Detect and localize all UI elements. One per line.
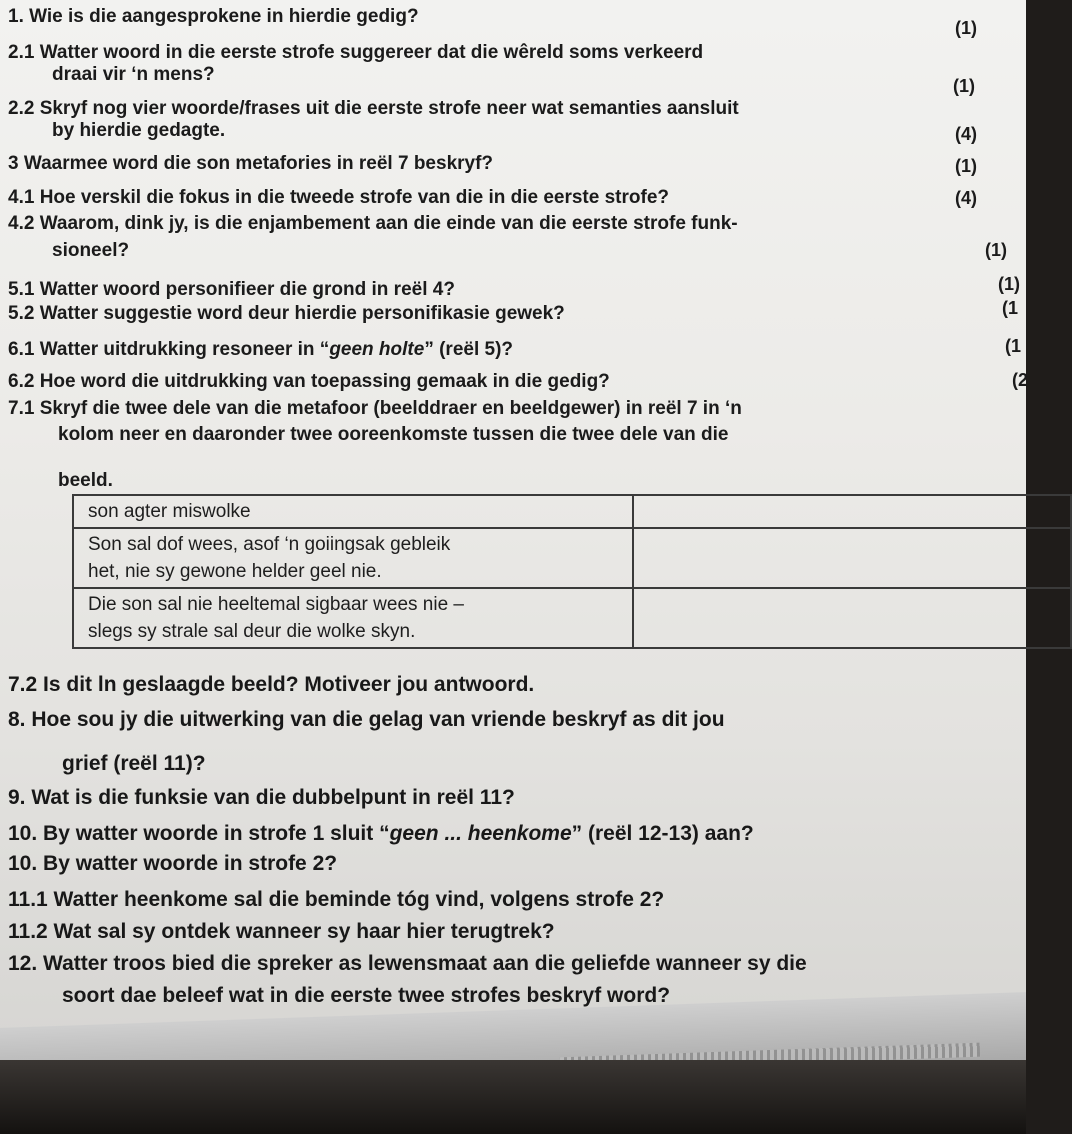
- background-surface: [0, 1060, 1026, 1134]
- question-6-1-quote: geen holte: [329, 339, 425, 360]
- mark-q4-2: (1): [985, 240, 1007, 260]
- mark-q2-1: (1): [953, 76, 975, 96]
- question-5-1: 5.1 Watter woord personifieer die grond in reël 4?: [8, 279, 455, 300]
- question-4-2-line2: sioneel?: [52, 240, 130, 261]
- question-10-pre: 10. By watter woorde in strofe 1 sluit “: [8, 822, 390, 845]
- table-cell: [73, 495, 633, 528]
- mark-q4-1: (4): [955, 188, 977, 208]
- question-12-line2: soort dae beleef wat in die eerste twee strofes beskryf word?: [62, 984, 671, 1007]
- table-cell-line: slegs sy strale sal deur die wolke skyn.: [88, 621, 416, 642]
- table-cell-line: Son sal dof wees, asof ‘n goiingsak gebleik: [88, 534, 451, 555]
- question-8-line1: 8. Hoe sou jy die uitwerking van die gelag van vriende beskryf as dit jou: [8, 708, 725, 731]
- question-10-post: ” (reël 12-13) aan?: [571, 822, 754, 845]
- table-row: [73, 588, 1071, 648]
- question-5-2: 5.2 Watter suggestie word deur hierdie personifikasie gewek?: [8, 303, 565, 324]
- table-cell-line: Die son sal nie heeltemal sigbaar wees nie –: [88, 594, 464, 615]
- question-9: 9. Wat is die funksie van die dubbelpunt in reël 11?: [8, 786, 515, 809]
- table-cell: [73, 588, 633, 648]
- table-cell-empty: [633, 528, 1071, 588]
- question-7-1-line3: beeld.: [58, 470, 113, 491]
- question-12-line1: 12. Watter troos bied die spreker as lewensmaat aan die geliefde wanneer sy die: [8, 952, 807, 975]
- table-cell-line: het, nie sy gewone helder geel nie.: [88, 561, 382, 582]
- mark-q6-2: (2: [1012, 370, 1029, 390]
- question-2-2-line2: by hierdie gedagte.: [52, 120, 226, 141]
- mark-q6-1: (1: [1005, 336, 1022, 356]
- question-11-2: 11.2 Wat sal sy ontdek wanneer sy haar hier terugtrek?: [8, 920, 555, 943]
- table-row: [73, 495, 1071, 528]
- question-6-1-post: ” (reël 5)?: [424, 339, 514, 360]
- mark-q5-2: (1: [1002, 298, 1019, 318]
- mark-q1: (1): [955, 18, 977, 38]
- table-cell-empty: [633, 495, 1071, 528]
- question-6-2: 6.2 Hoe word die uitdrukking van toepassing gemaak in die gedig?: [8, 371, 610, 392]
- question-10-line2: 10. By watter woorde in strofe 2?: [8, 852, 338, 875]
- question-2-1-line1: 2.1 Watter woord in die eerste strofe suggereer dat die wêreld soms verkeerd: [8, 42, 704, 63]
- table-cell-line: son agter miswolke: [88, 501, 251, 522]
- question-6-1: [8, 339, 513, 361]
- metaphor-table: [72, 494, 1072, 649]
- table-cell: [73, 528, 633, 588]
- question-4-1: 4.1 Hoe verskil die fokus in die tweede strofe van die in die eerste strofe?: [8, 187, 670, 208]
- question-10: [8, 822, 754, 846]
- mark-q2-2: (4): [955, 124, 977, 144]
- table-row: [73, 528, 1071, 588]
- mark-q3: (1): [955, 156, 977, 176]
- question-8-line2: grief (reël 11)?: [62, 752, 206, 775]
- question-7-1-line1: 7.1 Skryf die twee dele van die metafoor (beelddraer en beeldgewer) in reël 7 in ‘n: [8, 398, 742, 419]
- question-4-2-line1: 4.2 Waarom, dink jy, is die enjambement aan die einde van die eerste strofe funk-: [8, 213, 738, 234]
- question-1: 1. Wie is die aangesprokene in hierdie gedig?: [8, 6, 419, 27]
- mark-q5-1: (1): [998, 274, 1020, 294]
- question-6-1-pre: 6.1 Watter uitdrukking resoneer in “: [8, 339, 330, 360]
- question-10-quote: geen ... heenkome: [389, 822, 572, 845]
- question-3: 3 Waarmee word die son metafories in reël 7 beskryf?: [8, 153, 494, 174]
- table-cell-empty: [633, 588, 1071, 648]
- question-2-1-line2: draai vir ‘n mens?: [52, 64, 215, 85]
- question-2-2-line1: 2.2 Skryf nog vier woorde/frases uit die eerste strofe neer wat semanties aansluit: [8, 98, 739, 119]
- question-11-1: 11.1 Watter heenkome sal die beminde tóg vind, volgens strofe 2?: [8, 888, 665, 911]
- question-7-1-line2: kolom neer en daaronder twee ooreenkomste tussen die twee dele van die: [58, 424, 729, 445]
- question-7-2: 7.2 Is dit ln geslaagde beeld? Motiveer jou antwoord.: [8, 673, 535, 696]
